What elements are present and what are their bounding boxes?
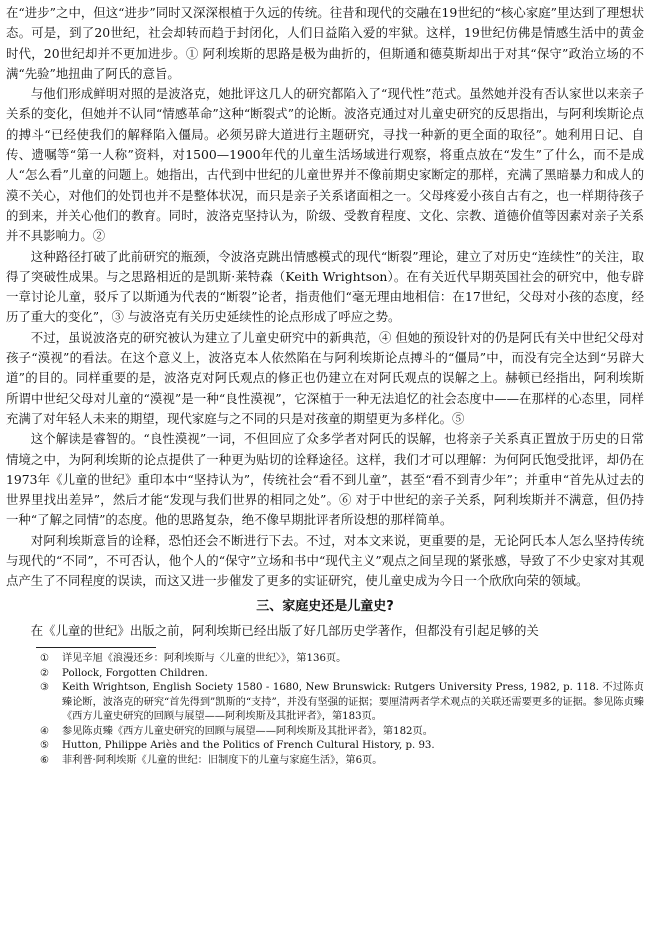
document-page [6,3,644,769]
footnote-text: Hutton, Philippe Ariès and the Politics of French Cultural History, p. 93. [62,740,435,752]
paragraph-5: 这个解读是睿智的。“良性漠视”一词，不但回应了众多学者对阿氏的误解，也将亲子关系真正置放于历史的日常情境之中，为阿利埃斯的论点提供了一种更为贴切的诠释途径。这样，我们才可以理解：为何阿氏饱受批评，却仍在1973年《儿童的世纪》重印本中“坚持认为”，传统社会“看不到儿童”，甚至“看不到青少年”；并重申“首先从过去的世界里找出差异”，然后才能“发现与我们世界的相同之处”。⑥ 对于中世纪的亲子关系，阿利埃斯并不满意，但仍持一种“了解之同情”的态度。他的思路复杂，绝不像早期批评者所设想的那样简单。 [6,431,644,528]
closing-paragraph: 在《儿童的世纪》出版之前，阿利埃斯已经出版了好几部历史学著作，但都没有引起足够的关 [30,622,539,638]
footnote-text: Keith Wrightson, English Society 1580 - 1680, New Brunswick: Rutgers University Press, 1982, p. 118. 不过陈贞臻论断，波洛克的研究“首先得到”凯斯的“支持”，并没有坚强的证据；要厘清两者学术观点的关联还需要更多的证据。参见陈贞臻《西方儿童史研究的回顾与展望——阿利埃斯及其批评者》，第183页。 [62,682,644,723]
footnote-number: ③ [40,682,50,694]
footnote-number: ① [40,652,50,664]
paragraph-6: 对阿利埃斯意旨的诠释，恐怕还会不断进行下去。不过，对本文来说，更重要的是，无论阿氏本人怎么坚持传统与现代的“不同”，不可否认，他个人的“保守”立场和书中“现代主义”观点之间呈现的紧张感，导致了不少史家对其观点产生了不同程度的误读，而这又进一步催发了更多的实证研究，使儿童史成为今日一个欣欣向荣的领域。 [6,532,644,589]
footnote-number: ② [40,667,50,679]
footnote-text: Pollock, Forgotten Children. [62,667,208,679]
footnote [6,652,644,667]
footnote-number: ④ [40,725,50,737]
section-heading: 三、家庭史还是儿童史? [256,598,394,614]
footnote [6,725,644,740]
paragraph-4: 不过，虽说波洛克的研究被认为建立了儿童史研究中的新典范，④ 但她的预设针对的仍是阿氏有关中世纪父母对孩子“漠视”的看法。在这个意义上，波洛克本人依然陷在与阿利埃斯论点搏斗的“僵局”中，而没有完全达到“另辟大道”的目的。同样重要的是，波洛克对阿氏观点的修正也仍建立在对阿氏观点的误解之上。赫顿已经指出，阿利埃斯所谓中世纪父母对儿童的“漠视”是一种“良性漠视”，它深植于一种无法追忆的社会态度中——在那样的心态里，同样充满了对年轻人未来的期望，现代家庭与之不同的只是对孩童的期望更为多样化。⑤ [6,329,644,426]
footnote-text: 参见陈贞臻《西方儿童史研究的回顾与展望——阿利埃斯及其批评者》，第182页。 [62,725,433,737]
paragraph-3: 这种路径打破了此前研究的瓶颈，令波洛克跳出情感模式的现代“断裂”理论，建立了对历史“连续性”的关注，取得了突破性成果。与之思路相近的是凯斯·莱特森（Keith Wrightson）。在有关近代早期英国社会的研究中，他专辟一章讨论儿童，驳斥了以斯通为代表的“断裂”论者，指责他们“毫无理由地相信：在17世纪，父母对小孩的态度，经历了重大的变化”，③ 与波洛克有关历史延续性的论点形成了呼应之势。 [6,248,644,325]
footnote-number: ⑥ [40,755,50,767]
footnote [6,739,644,754]
footnote-text: 详见辛旭《浪漫还乡：阿利埃斯与〈儿童的世纪〉》，第136页。 [62,652,347,664]
footnote-number: ⑤ [40,740,50,752]
footnote [6,667,644,682]
footnote [6,681,644,725]
paragraph-1: 在“进步”之中，但这“进步”同时又深深根植于久远的传统。往昔和现代的交融在19世纪的“核心家庭”里达到了理想状态。可是，到了20世纪，社会却转而趋于封闭化，人们日益陷入爱的牢狱。这样，19世纪仿佛是情感生活中的黄金时代，20世纪却并不更加进步。① 阿利埃斯的思路是极为曲折的，但斯通和德莫斯却出于对其“保守”政治立场的不满“先验”地扭曲了阿氏的意旨。 [6,5,644,81]
footnote-divider [36,647,156,648]
paragraph-2: 与他们形成鲜明对照的是波洛克，她批评这几人的研究都陷入了“现代性”范式。虽然她并没有否认家世以来亲子关系的变化，但她并不认同“情感革命”这种“断裂式”的论断。波洛克通过对儿童史研究的反思指出，与阿利埃斯论点的搏斗“已经使我们的解释陷入僵局。必须另辟大道进行主题研究，寻找一种新的更全面的取径”。她利用日记、自传、遗嘱等“第一人称”资料，对1500—1900年代的儿童生活场域进行观察，将重点放在“发生”了什么，而不是成人“怎么看”儿童的问题上。她指出，古代到中世纪的儿童世界并不像前期史家断定的那样，充满了黑暗暴力和成人的漠不关心，对他们的处罚也并不是整体状况，而只是亲子关系诸面相之一。父母疼爱小孩自古有之，也一样期待孩子的到来，并关心他们的教育。同时，波洛克坚持认为，阶级、受教育程度、文化、宗教、道德价值等因素对亲子关系并不具影响力。② [6,86,644,244]
footnote-list [6,652,644,769]
footnote-text: 菲利普·阿利埃斯《儿童的世纪：旧制度下的儿童与家庭生活》，第6页。 [62,755,383,767]
footnote [6,754,644,769]
